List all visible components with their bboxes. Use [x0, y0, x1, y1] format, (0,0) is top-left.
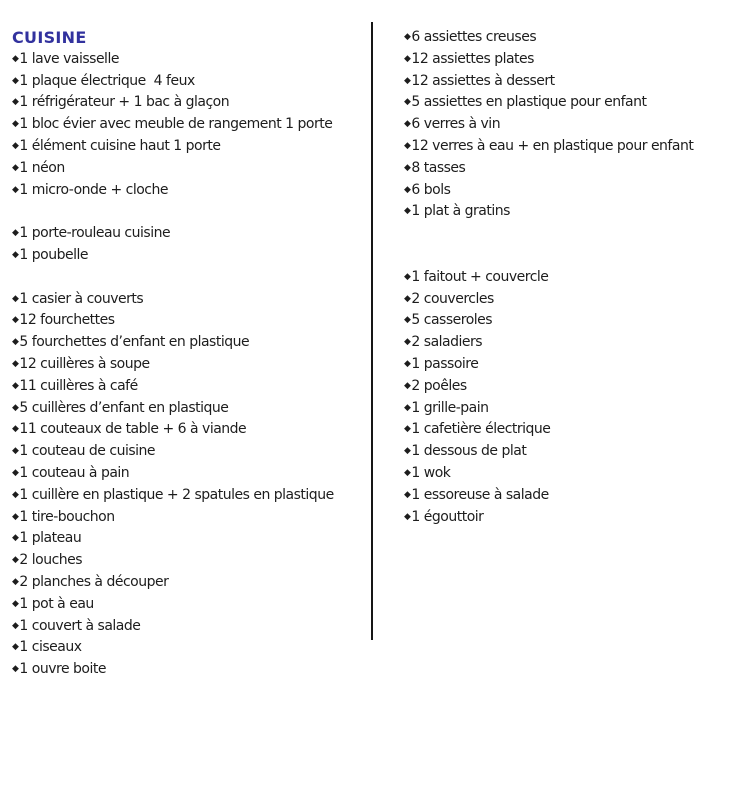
item-label: 1 ouvre boite [19, 661, 106, 678]
item-label: 6 assiettes creuses [411, 29, 537, 45]
diamond-bullet-icon: ◆ [12, 424, 19, 435]
item-label: 1 plat à gratins [411, 203, 510, 220]
item-label: 12 fourchettes [19, 312, 115, 329]
list-item [12, 332, 370, 354]
diamond-bullet-icon: ◆ [12, 664, 19, 675]
item-label: 1 wok [411, 464, 451, 481]
diamond-bullet-icon: ◆ [404, 424, 411, 435]
list-item [404, 114, 736, 136]
diamond-bullet-icon: ◆ [404, 206, 411, 217]
list-item [12, 528, 370, 550]
item-label: 1 plaque électrique 4 feux [19, 72, 195, 89]
diamond-bullet-icon: ◆ [12, 533, 19, 544]
diamond-bullet-icon: ◆ [12, 228, 19, 239]
item-label: 1 cuillère en plastique + 2 spatules en plastique [19, 486, 334, 503]
item-label: 1 lave vaisselle [19, 50, 119, 67]
item-label: 11 couteaux de table + 6 à viande [19, 421, 247, 438]
item-label: 1 grille-pain [411, 399, 489, 416]
item-label: 12 cuillères à soupe [19, 355, 150, 372]
diamond-bullet-icon: ◆ [12, 642, 19, 653]
list-item [12, 550, 370, 572]
list-item [404, 267, 736, 289]
list-item [404, 71, 736, 93]
item-label: 1 essoreuse à salade [411, 486, 549, 503]
diamond-bullet-icon: ◆ [404, 402, 411, 413]
list-item [12, 136, 370, 158]
list-item [12, 49, 370, 71]
list-item [12, 419, 370, 441]
diamond-bullet-icon: ◆ [12, 467, 19, 478]
item-label: 11 cuillères à café [19, 377, 138, 394]
list-item [404, 376, 736, 398]
list-item [404, 398, 736, 420]
item-label: 2 planches à découper [19, 573, 169, 590]
diamond-bullet-icon: ◆ [404, 184, 411, 195]
list-item [12, 441, 370, 463]
diamond-bullet-icon: ◆ [12, 75, 19, 86]
list-item [12, 289, 370, 311]
list-item [12, 507, 370, 529]
diamond-bullet-icon: ◆ [404, 315, 411, 326]
item-group [404, 27, 736, 223]
list-item [12, 659, 370, 681]
diamond-bullet-icon: ◆ [404, 380, 411, 391]
item-label: 1 bloc évier avec meuble de rangement 1 porte [19, 116, 333, 133]
item-label: 12 assiettes à dessert [411, 72, 555, 89]
list-item [12, 310, 370, 332]
list-item [12, 71, 370, 93]
diamond-bullet-icon: ◆ [12, 446, 19, 457]
page-title: CUISINE [12, 28, 87, 47]
diamond-bullet-icon: ◆ [404, 53, 411, 64]
diamond-bullet-icon: ◆ [12, 337, 19, 348]
item-label: 12 verres à eau + en plastique pour enfant [411, 137, 694, 154]
item-label: 2 poêles [411, 377, 467, 394]
list-item [12, 485, 370, 507]
list-item [404, 441, 736, 463]
list-item [12, 245, 370, 267]
diamond-bullet-icon: ◆ [12, 598, 19, 609]
diamond-bullet-icon: ◆ [12, 576, 19, 587]
item-label: 1 couteau de cuisine [19, 443, 155, 460]
list-item [12, 114, 370, 136]
list-item [12, 158, 370, 180]
diamond-bullet-icon: ◆ [12, 555, 19, 566]
list-item [404, 354, 736, 376]
list-item [404, 419, 736, 441]
item-label: 1 tire-bouchon [19, 508, 115, 525]
diamond-bullet-icon: ◆ [12, 140, 19, 151]
list-item [404, 180, 736, 202]
diamond-bullet-icon: ◆ [12, 380, 19, 391]
column-divider [371, 22, 373, 640]
diamond-bullet-icon: ◆ [12, 249, 19, 260]
item-label: 6 bols [411, 181, 451, 198]
item-label: 1 passoire [411, 355, 479, 372]
diamond-bullet-icon: ◆ [404, 446, 411, 457]
list-item [12, 180, 370, 202]
item-label: 1 porte-rouleau cuisine [19, 225, 171, 242]
item-label: 1 poubelle [19, 246, 88, 263]
item-label: 2 saladiers [411, 334, 483, 351]
diamond-bullet-icon: ◆ [12, 97, 19, 108]
diamond-bullet-icon: ◆ [12, 402, 19, 413]
list-item [404, 201, 736, 223]
diamond-bullet-icon: ◆ [404, 337, 411, 348]
diamond-bullet-icon: ◆ [404, 358, 411, 369]
item-label: 6 verres à vin [411, 116, 501, 133]
list-item [404, 289, 736, 311]
item-label: 1 ciseaux [19, 639, 82, 656]
diamond-bullet-icon: ◆ [12, 620, 19, 631]
list-item [404, 485, 736, 507]
item-label: 1 dessous de plat [411, 443, 527, 460]
item-label: 5 casseroles [411, 312, 493, 329]
list-item [12, 354, 370, 376]
item-label: 1 casier à couverts [19, 290, 144, 307]
item-group [12, 289, 370, 681]
list-item [404, 463, 736, 485]
diamond-bullet-icon: ◆ [404, 119, 411, 130]
item-label: 1 égouttoir [411, 508, 484, 525]
list-item [404, 332, 736, 354]
right-column [404, 27, 736, 528]
item-label: 1 élément cuisine haut 1 porte [19, 137, 221, 154]
item-label: 5 fourchettes d’enfant en plastique [19, 334, 250, 351]
diamond-bullet-icon: ◆ [404, 162, 411, 173]
diamond-bullet-icon: ◆ [12, 53, 19, 64]
diamond-bullet-icon: ◆ [404, 489, 411, 500]
list-item [12, 572, 370, 594]
item-label: 1 couvert à salade [19, 617, 141, 634]
list-item [404, 158, 736, 180]
item-label: 1 réfrigérateur + 1 bac à glaçon [19, 94, 230, 111]
item-label: 1 couteau à pain [19, 464, 130, 481]
item-group [12, 223, 370, 267]
diamond-bullet-icon: ◆ [404, 271, 411, 282]
item-label: 1 néon [19, 159, 65, 176]
diamond-bullet-icon: ◆ [12, 184, 19, 195]
diamond-bullet-icon: ◆ [12, 489, 19, 500]
list-item [12, 398, 370, 420]
list-item [12, 616, 370, 638]
diamond-bullet-icon: ◆ [404, 467, 411, 478]
item-label: 1 faitout + couvercle [411, 268, 549, 285]
diamond-bullet-icon: ◆ [12, 315, 19, 326]
list-item [12, 92, 370, 114]
diamond-bullet-icon: ◆ [404, 293, 411, 304]
item-label: 5 assiettes en plastique pour enfant [411, 94, 647, 111]
list-item [404, 49, 736, 71]
diamond-bullet-icon: ◆ [12, 119, 19, 130]
item-label: 1 cafetière électrique [411, 421, 551, 438]
item-label: 12 assiettes plates [411, 50, 534, 67]
item-label: 1 plateau [19, 530, 82, 547]
list-item [404, 136, 736, 158]
list-item [404, 507, 736, 529]
diamond-bullet-icon: ◆ [404, 75, 411, 86]
diamond-bullet-icon: ◆ [404, 511, 411, 522]
left-column [12, 27, 370, 681]
diamond-bullet-icon: ◆ [404, 97, 411, 108]
diamond-bullet-icon: ◆ [404, 32, 411, 42]
diamond-bullet-icon: ◆ [12, 511, 19, 522]
item-label: 8 tasses [411, 159, 466, 176]
item-label: 2 couvercles [411, 290, 494, 307]
diamond-bullet-icon: ◆ [12, 162, 19, 173]
list-item [404, 27, 736, 49]
diamond-bullet-icon: ◆ [404, 140, 411, 151]
list-item [404, 310, 736, 332]
item-group [404, 267, 736, 529]
item-label: 1 pot à eau [19, 595, 94, 612]
list-item [12, 376, 370, 398]
left-column-groups [12, 49, 370, 681]
item-group [12, 49, 370, 202]
list-item [12, 594, 370, 616]
diamond-bullet-icon: ◆ [12, 293, 19, 304]
list-item [404, 92, 736, 114]
list-item [12, 637, 370, 659]
list-item [12, 223, 370, 245]
item-label: 2 louches [19, 552, 83, 569]
item-label: 5 cuillères d’enfant en plastique [19, 399, 229, 416]
right-column-groups [404, 27, 736, 528]
list-item [12, 463, 370, 485]
diamond-bullet-icon: ◆ [12, 358, 19, 369]
item-label: 1 micro-onde + cloche [19, 181, 168, 198]
